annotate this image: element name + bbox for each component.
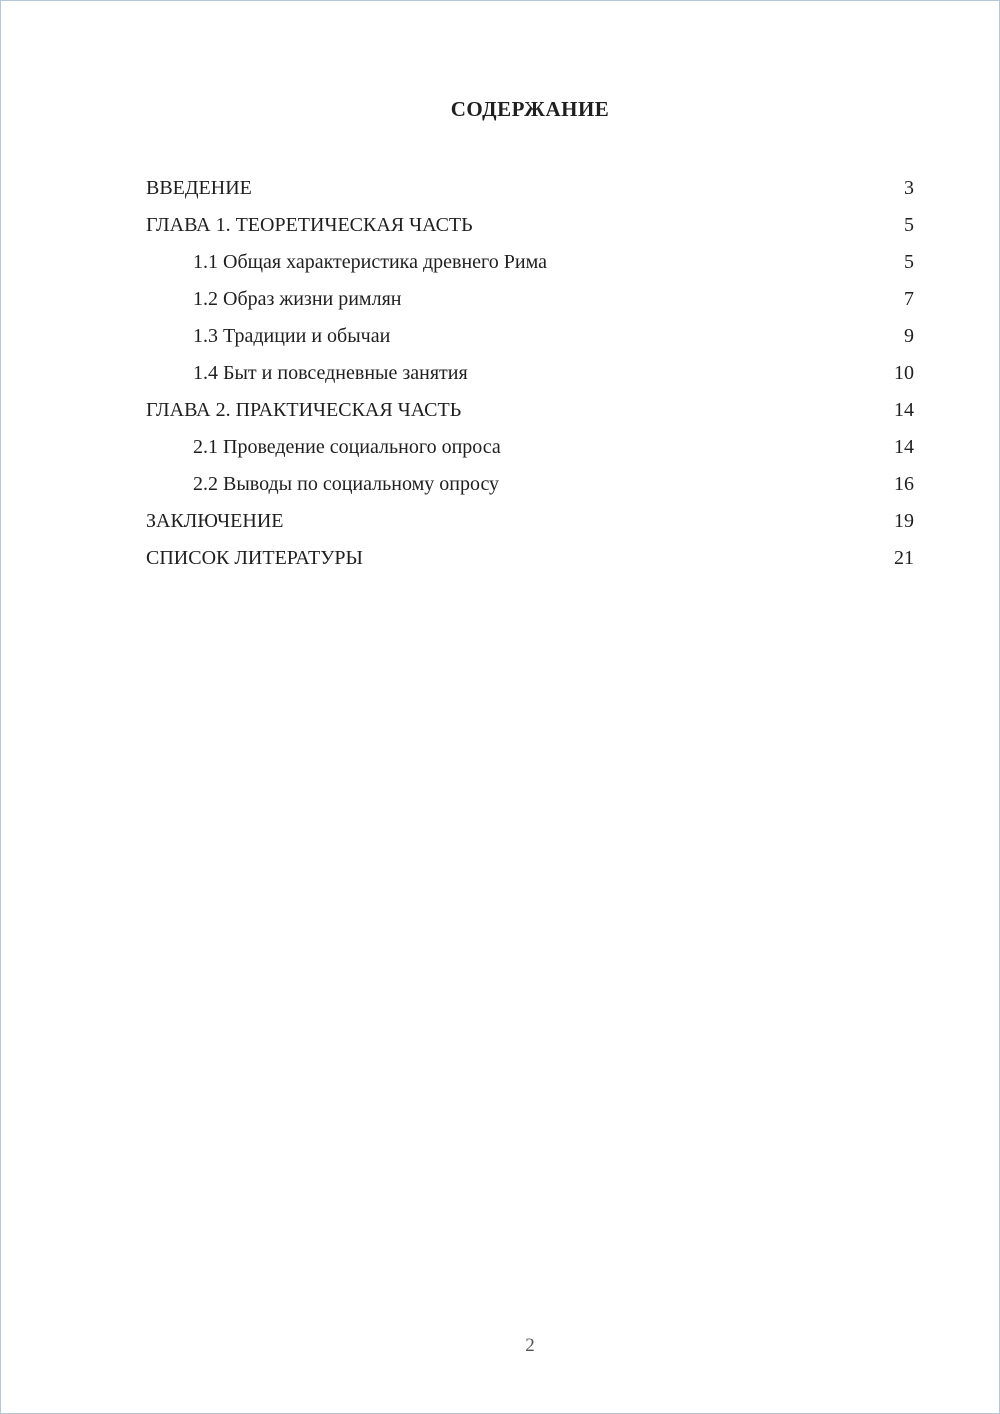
toc-entry-page-number: 9 (904, 325, 914, 347)
toc-entry-label: 1.4 Быт и повседневные занятия (193, 362, 468, 384)
toc-entry (146, 318, 914, 355)
footer-page-number: 2 (525, 1335, 535, 1356)
toc-entry-label: 2.2 Выводы по социальному опросу (193, 473, 500, 495)
toc-entry-page-number: 19 (894, 510, 914, 532)
toc-entry (146, 540, 914, 577)
toc-entry-page-number: 5 (904, 251, 914, 273)
toc-entry-label: 1.3 Традиции и обычаи (193, 325, 391, 347)
toc-entry-page-number: 21 (894, 547, 914, 569)
toc-entry-page-number: 14 (894, 436, 914, 458)
toc-entry-page-number: 7 (904, 288, 914, 310)
toc-entry-label: ГЛАВА 2. ПРАКТИЧЕСКАЯ ЧАСТЬ (146, 399, 462, 421)
toc-entry (146, 392, 914, 429)
toc-entry (146, 429, 914, 466)
toc-entry-label: ГЛАВА 1. ТЕОРЕТИЧЕСКАЯ ЧАСТЬ (146, 214, 473, 236)
toc-entry-label: 2.1 Проведение социального опроса (193, 436, 501, 458)
toc-entry-label: 1.1 Общая характеристика древнего Рима (193, 251, 547, 273)
toc-entry-page-number: 3 (904, 177, 914, 199)
toc-entry-page-number: 10 (894, 362, 914, 384)
toc-entry-label: ВВЕДЕНИЕ (146, 177, 252, 199)
toc-entry (146, 244, 914, 281)
toc-entry (146, 281, 914, 318)
toc-entry (146, 355, 914, 392)
toc-entry-page-number: 14 (894, 399, 914, 421)
toc-entry (146, 170, 914, 207)
toc-entry-label: ЗАКЛЮЧЕНИЕ (146, 510, 284, 532)
toc-entry-label: СПИСОК ЛИТЕРАТУРЫ (146, 547, 363, 569)
toc-entry-page-number: 5 (904, 214, 914, 236)
toc-entry (146, 466, 914, 503)
page-title: СОДЕРЖАНИЕ (450, 97, 610, 121)
toc-entry-page-number: 16 (894, 473, 914, 495)
toc-list (146, 170, 914, 577)
toc-entry (146, 207, 914, 244)
toc-entry-label: 1.2 Образ жизни римлян (193, 288, 402, 310)
toc-entry (146, 503, 914, 540)
